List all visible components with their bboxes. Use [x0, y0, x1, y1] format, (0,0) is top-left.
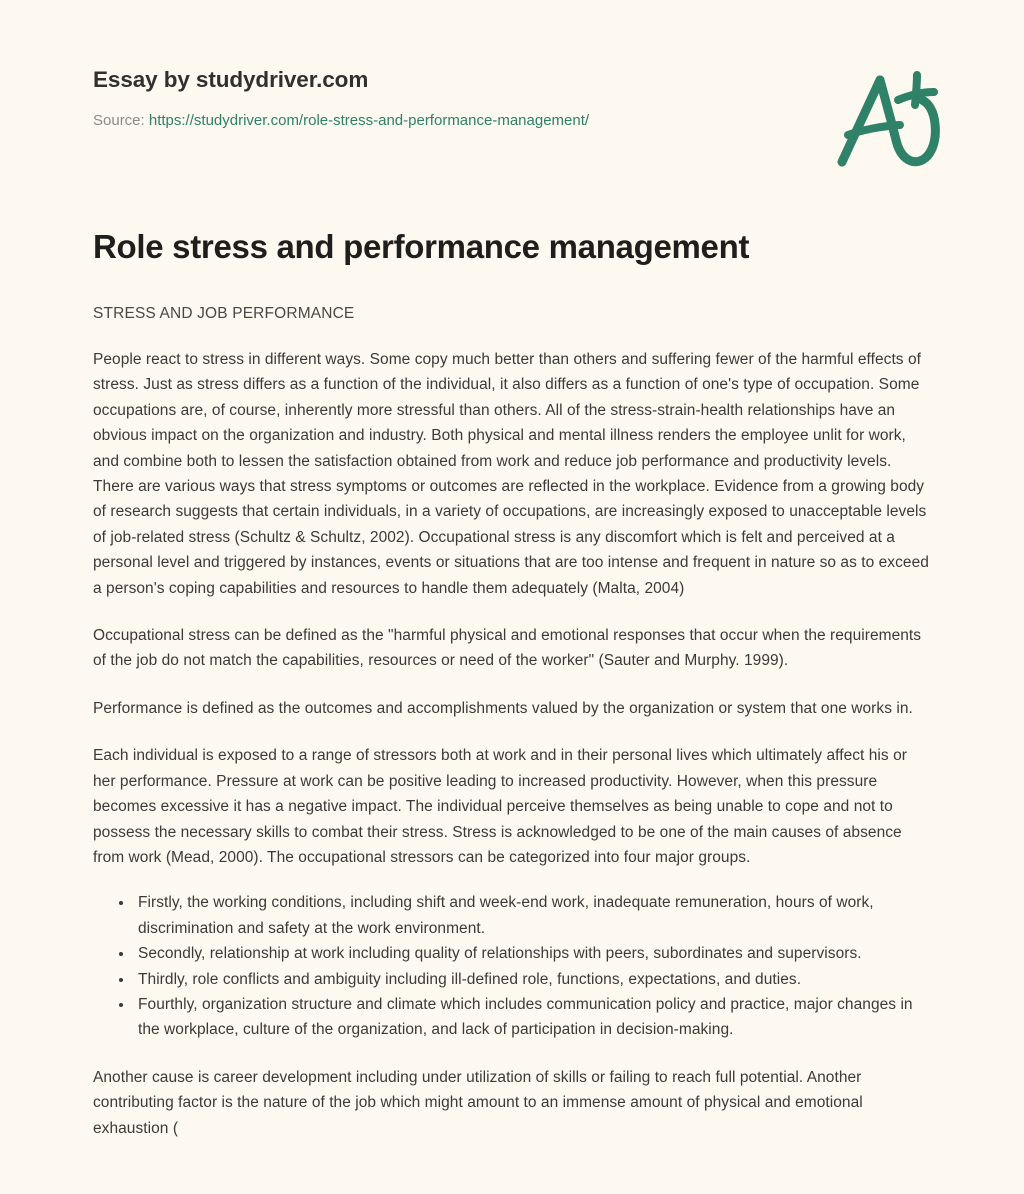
essay-byline: Essay by studydriver.com: [93, 67, 369, 92]
page-title: Role stress and performance management: [93, 227, 750, 265]
list-item: • Secondly, relationship at work including quality of relationships with peers, subordinates and supervisors.: [134, 941, 932, 966]
paragraph: Performance is defined as the outcomes and accomplishments valued by the organization or system that one works in.: [93, 699, 913, 717]
paragraph: Each individual is exposed to a range of stressors both at work and in their personal lives which ultimately affect his or her performance. Pressure at work can be positive leading to increased productivity. However, when this pressure becomes excessive it has a negative impact. The individual perceive themselves as being unable to cope and not to possess the necessary skills to combat their stress. Stress is acknowledged to be one of the main causes of absence from work (Mead, 2000). The occupational stressors can be categorized into four major groups.: [93, 747, 907, 866]
list-item: • Fourthly, organization structure and climate which includes communication policy and practice, major changes in the workplace, culture of the organization, and lack of participation in decision-making.: [134, 992, 932, 1043]
source-label: Source:: [93, 112, 145, 129]
source-url-link[interactable]: https://studydriver.com/role-stress-and-performance-management/: [148, 112, 590, 129]
paragraph: Another cause is career development including under utilization of skills or failing to reach full potential. Another contributing factor is the nature of the job which might amount to an immense amount of physical and emotional exhaustion (: [93, 1068, 863, 1137]
list-item: • Firstly, the working conditions, including shift and week-end work, inadequate remuneration, hours of work, discrimination and safety at the work environment.: [134, 890, 932, 941]
a-plus-logo: [830, 62, 946, 174]
paragraph: People react to stress in different ways. Some copy much better than others and suffering fewer of the harmful effects of stress. Just as stress differs as a function of the individual, it also differs as a function of one's type of occupation. Some occupations are, of course, inherently more stressful than others. All of the stress-strain-health relationships have an obvious impact on the organization and industry. Both physical and mental illness renders the employee unlit for work, and combine both to lessen the satisfaction obtained from work and reduce job performance and productivity levels. There are various ways that stress symptoms or outcomes are reflected in the workplace. Evidence from a growing body of research suggests that certain individuals, in a variety of occupations, are increasingly exposed to unacceptable levels of job-related stress (Schultz & Schultz, 2002). Occupational stress is any discomfort which is felt and perceived at a personal level and triggered by instances, events or situations that are too intense and frequent in nature so as to exceed a person's coping capabilities and resources to handle them adequately (Malta, 2004): [93, 351, 929, 597]
list-item: • Thirdly, role conflicts and ambiguity including ill-defined role, functions, expectations, and duties.: [134, 967, 932, 992]
source-line: [93, 111, 944, 131]
page-header: [0, 0, 1024, 131]
article-kicker: STRESS AND JOB PERFORMANCE: [93, 304, 355, 322]
paragraph: Occupational stress can be defined as the "harmful physical and emotional responses that occur when the requirements of the job do not match the capabilities, resources or need of the worker" (Sauter and Murphy. 1999).: [93, 627, 922, 670]
stressor-list: [93, 870, 932, 1042]
article-body: [0, 131, 1024, 1141]
article-text: [93, 325, 932, 1141]
